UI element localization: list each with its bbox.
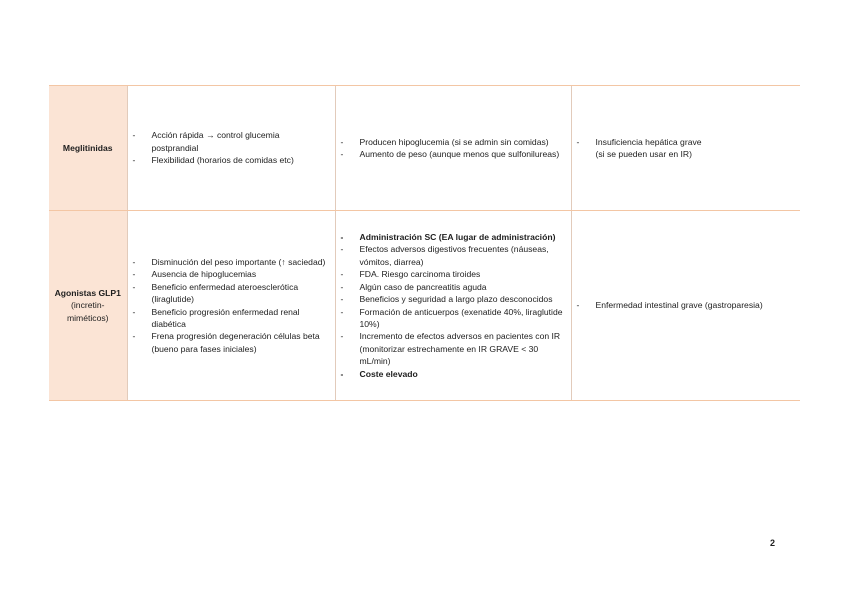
list-item: - Aumento de peso (aunque menos que sulfonilureas): [341, 148, 565, 160]
inconvenientes-cell: [335, 86, 571, 211]
inconvenientes-cell: [335, 211, 571, 401]
ventajas-list: [128, 129, 335, 166]
drug-name-cell: [49, 86, 127, 211]
list-item: - Incremento de efectos adversos en pacientes con IR (monitorizar estrechamente en IR GRAVE < 30 mL/min): [341, 330, 565, 367]
drug-comparison-table: [49, 85, 800, 401]
list-item: - Formación de anticuerpos (exenatide 40%, liraglutide 10%): [341, 306, 565, 331]
list-item: - Enfermedad intestinal grave (gastroparesia): [577, 299, 795, 311]
contraindicaciones-cell: [571, 211, 800, 401]
contraindicaciones-list: [572, 299, 801, 311]
list-item: - FDA. Riesgo carcinoma tiroides: [341, 268, 565, 280]
drug-name: Meglitinidas: [62, 142, 113, 153]
ventajas-cell: [127, 211, 335, 401]
list-item: - Frena progresión degeneración células beta (bueno para fases iniciales): [133, 330, 329, 355]
ventajas-cell: [127, 86, 335, 211]
drug-name: Agonistas GLP1: [54, 287, 121, 298]
list-item: - Beneficios y seguridad a largo plazo desconocidos: [341, 293, 565, 305]
list-item: - Beneficio enfermedad ateroesclerótica (liraglutide): [133, 281, 329, 306]
table-row: [49, 211, 800, 401]
page-number: 2: [770, 538, 776, 548]
inconvenientes-list: [336, 136, 571, 161]
drug-name-cell: [49, 211, 127, 401]
drug-subtitle: (incretin-miméticos): [66, 300, 109, 323]
ventajas-list: [128, 256, 335, 355]
list-item: - Coste elevado: [341, 368, 565, 380]
list-item: - Ausencia de hipoglucemias: [133, 268, 329, 280]
table-row: [49, 86, 800, 211]
list-item: - Flexibilidad (horarios de comidas etc): [133, 154, 329, 166]
contraindicaciones-cell: [571, 86, 800, 211]
list-item: - Acción rápida → control glucemia postprandial: [133, 129, 329, 154]
list-item: - Beneficio progresión enfermedad renal diabética: [133, 306, 329, 331]
list-item: - Administración SC (EA lugar de administración): [341, 231, 565, 243]
list-item: - Disminución del peso importante (↑ saciedad): [133, 256, 329, 268]
list-item: - Algún caso de pancreatitis aguda: [341, 281, 565, 293]
list-item: - Efectos adversos digestivos frecuentes (náuseas, vómitos, diarrea): [341, 243, 565, 268]
list-item: - Producen hipoglucemia (si se admin sin comidas): [341, 136, 565, 148]
list-item: - Insuficiencia hepática grave (si se pueden usar en IR): [577, 136, 795, 161]
inconvenientes-list: [336, 231, 571, 380]
contraindicaciones-list: [572, 136, 801, 161]
